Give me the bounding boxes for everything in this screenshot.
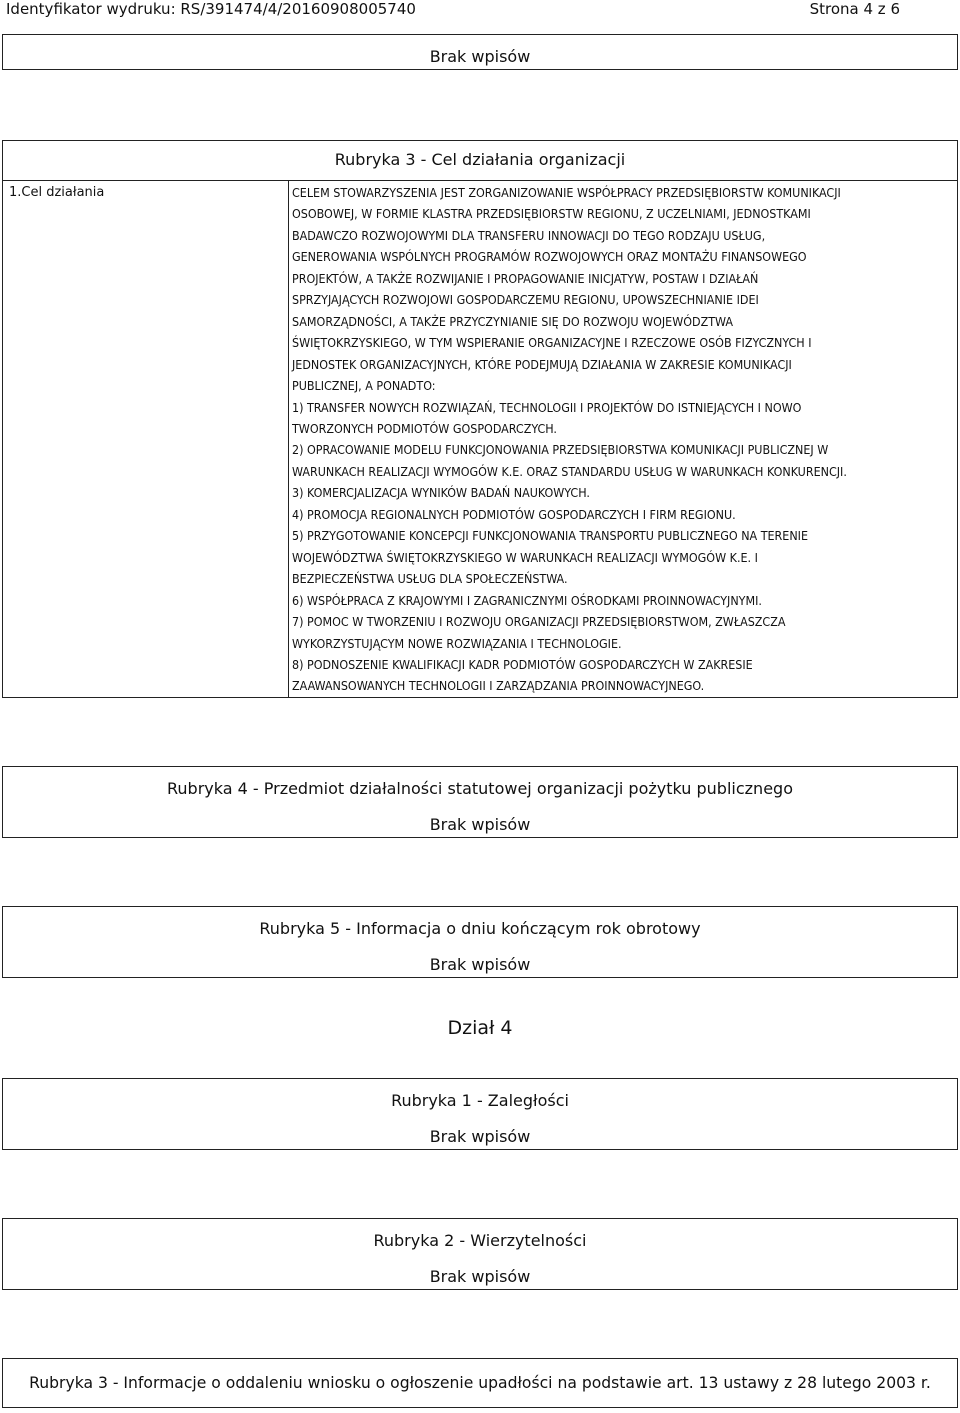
content-line: SPRZYJAJĄCYCH ROZWOJOWI GOSPODARCZEMU REGIONU, UPOWSZECHNIANIE IDEI: [292, 292, 759, 308]
empty-entry-text: Brak wpisów: [429, 1127, 531, 1146]
rubryka5-section: [2, 906, 958, 978]
content-line: WARUNKACH REALIZACJI WYMOGÓW K.E. ORAZ STANDARDU USŁUG W WARUNKACH KONKURENCJI.: [292, 463, 847, 479]
d4-rubryka1-title: Rubryka 1 - Zaległości: [391, 1091, 569, 1110]
print-identifier: Identyfikator wydruku: RS/391474/4/20160908005740: [6, 0, 416, 18]
empty-entry-text: Brak wpisów: [429, 47, 531, 66]
content-line: WOJEWÓDZTWA ŚWIĘTOKRZYSKIEGO W WARUNKACH REALIZACJI WYMOGÓW K.E. I: [292, 549, 758, 565]
content-line: ZAAWANSOWANYCH TECHNOLOGII I ZARZĄDZANIA PROINNOWACYJNEGO.: [292, 678, 705, 694]
content-line: 8) PODNOSZENIE KWALIFIKACJI KADR PODMIOTÓW GOSPODARCZYCH W ZAKRESIE: [292, 656, 753, 672]
d4-rubryka3-title: Rubryka 3 - Informacje o oddaleniu wniosku o ogłoszenie upadłości na podstawie art. 13 ustawy z 28 lutego 2003 r.: [29, 1374, 931, 1392]
d4-rubryka1-section: [2, 1078, 958, 1150]
rubryka4-title: Rubryka 4 - Przedmiot działalności statutowej organizacji pożytku publicznego: [167, 779, 793, 798]
section-heading-dzial4: Dział 4: [447, 1017, 513, 1039]
rubryka3-label: 1.Cel działania: [9, 185, 105, 200]
rubryka3-title-cell: [2, 140, 958, 180]
content-line: 1) TRANSFER NOWYCH ROZWIĄZAŃ, TECHNOLOGII I PROJEKTÓW DO ISTNIEJĄCYCH I NOWO: [292, 399, 802, 415]
content-line: 6) WSPÓŁPRACA Z KRAJOWYMI I ZAGRANICZNYMI OŚRODKAMI PROINNOWACYJNYMI.: [292, 592, 762, 608]
rubryka3-title: Rubryka 3 - Cel działania organizacji: [334, 150, 626, 169]
empty-entry-text: Brak wpisów: [429, 955, 531, 974]
empty-entry-text: Brak wpisów: [429, 1267, 531, 1286]
rubryka4-section: [2, 766, 958, 838]
content-line: WYKORZYSTUJĄCYM NOWE ROZWIĄZANIA I TECHNOLOGIE.: [292, 635, 622, 651]
content-line: BADAWCZO ROZWOJOWYMI DLA TRANSFERU INNOWACJI DO TEGO RODZAJU USŁUG,: [292, 227, 766, 243]
content-line: PUBLICZNEJ, A PONADTO:: [292, 378, 436, 394]
rubryka3-label-cell: [2, 180, 289, 698]
content-line: PROJEKTÓW, A TAKŻE ROZWIJANIE I PROPAGOWANIE INICJATYW, POSTAW I DZIAŁAŃ: [292, 270, 759, 286]
content-line: 3) KOMERCJALIZACJA WYNIKÓW BADAŃ NAUKOWYCH.: [292, 485, 590, 501]
d4-rubryka2-section: [2, 1218, 958, 1290]
content-line: 5) PRZYGOTOWANIE KONCEPCJI FUNKCJONOWANIA TRANSPORTU PUBLICZNEGO NA TERENIE: [292, 528, 808, 544]
rubryka5-title: Rubryka 5 - Informacja o dniu kończącym rok obrotowy: [259, 919, 701, 938]
content-line: GENEROWANIA WSPÓLNYCH PROGRAMÓW ROZWOJOWYCH ORAZ MONTAŻU FINANSOWEGO: [292, 249, 807, 265]
d4-rubryka3-section: [2, 1358, 958, 1408]
empty-entry-text: Brak wpisów: [429, 815, 531, 834]
content-line: TWORZONYCH PODMIOTÓW GOSPODARCZYCH.: [292, 420, 557, 436]
content-line: BEZPIECZEŃSTWA USŁUG DLA SPOŁECZEŃSTWA.: [292, 571, 568, 587]
content-line: OSOBOWEJ, W FORMIE KLASTRA PRZEDSIĘBIORSTW REGIONU, Z UCZELNIAMI, JEDNOSTKAMI: [292, 206, 811, 222]
content-line: SAMORZĄDNOŚCI, A TAKŻE PRZYCZYNIANIE SIĘ DO ROZWOJU WOJEWÓDZTWA: [292, 313, 734, 329]
content-line: 4) PROMOCJA REGIONALNYCH PODMIOTÓW GOSPODARCZYCH I FIRM REGIONU.: [292, 506, 736, 522]
content-line: ŚWIĘTOKRZYSKIEGO, W TYM WSPIERANIE ORGANIZACYJNE I RZECZOWE OSÓB FIZYCZNYCH I: [292, 335, 812, 351]
d4-rubryka2-title: Rubryka 2 - Wierzytelności: [373, 1231, 587, 1250]
content-line: JEDNOSTEK ORGANIZACYJNYCH, KTÓRE PODEJMUJĄ DZIAŁANIA W ZAKRESIE KOMUNIKACJI: [292, 356, 792, 372]
content-line: 2) OPRACOWANIE MODELU FUNKCJONOWANIA PRZEDSIĘBIORSTWA KOMUNIKACJI PUBLICZNEJ W: [292, 442, 829, 458]
content-line: 7) POMOC W TWORZENIU I ROZWOJU ORGANIZACJI PRZEDSIĘBIORSTWOM, ZWŁASZCZA: [292, 614, 786, 630]
page-number: Strona 4 z 6: [809, 0, 900, 18]
rubryka3-content-cell: [288, 180, 958, 698]
top-empty-section: [2, 34, 958, 70]
content-line: CELEM STOWARZYSZENIA JEST ZORGANIZOWANIE WSPÓŁPRACY PRZEDSIĘBIORSTW KOMUNIKACJI: [292, 185, 841, 200]
